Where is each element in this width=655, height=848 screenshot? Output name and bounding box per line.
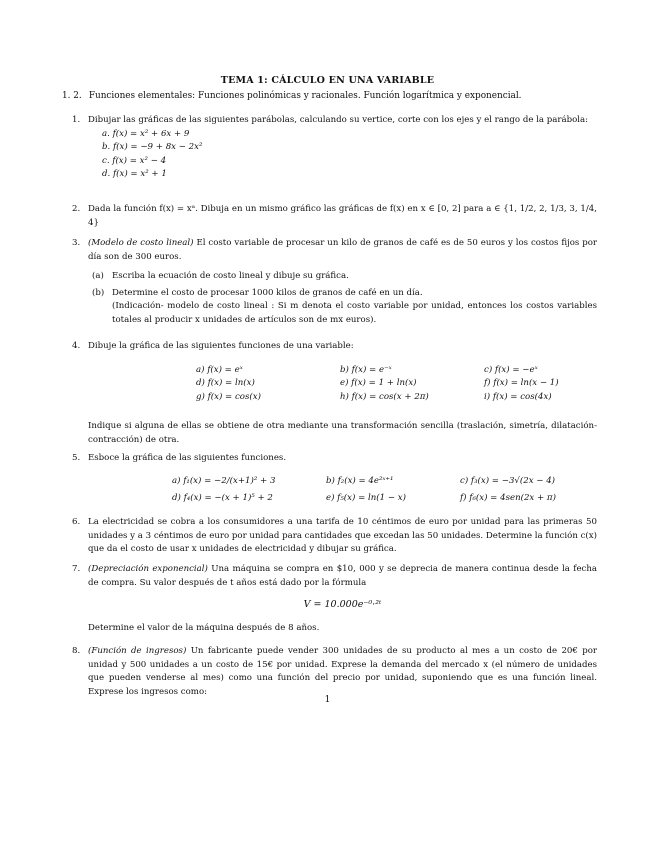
function-grid <box>172 475 592 506</box>
list-item: a. f(x) = x² + 6x + 9 <box>102 128 190 139</box>
page-title: TEMA 1: CÁLCULO EN UNA VARIABLE <box>220 75 435 86</box>
exercise-body: Una máquina se compra en $10, 000 y se deprecia de manera continua desde la fecha de compra. Su valor después de t años está dado por la fórmula <box>88 564 598 588</box>
exercise-note: Indique si alguna de ellas se obtiene de otra mediante una transformación sencilla (traslación, simetría, dilatación-contracción) de otra. <box>88 421 597 445</box>
function-item: b) f₂(x) = 4e²ˣ⁺¹ <box>326 475 394 486</box>
subsection-heading <box>62 90 602 104</box>
sub-text: Escriba la ecuación de costo lineal y dibuje su gráfica. <box>112 271 349 281</box>
depreciation-formula: V = 10.000e⁻⁰·²ᵗ <box>303 599 382 610</box>
exercise-text: Dibuje la gráfica de las siguientes funciones de una variable: <box>88 341 354 351</box>
list-item: c. f(x) = x² − 4 <box>102 155 167 166</box>
exercise-1 <box>72 114 597 182</box>
sub-label: (b) <box>92 287 105 298</box>
exercise-7 <box>72 563 597 635</box>
exercise-number: 7. <box>72 564 81 574</box>
list-item: d. f(x) = x² + 1 <box>102 169 167 179</box>
exercise-8 <box>72 645 597 699</box>
function-item: e) f₅(x) = ln(1 − x) <box>326 493 406 503</box>
list-item: b. f(x) = −9 + 8x − 2x² <box>102 142 203 152</box>
page-number: 1 <box>324 695 331 705</box>
sub-questions <box>92 270 597 327</box>
exercise-text: Dada la función f(x) = xᵃ. Dibuja en un mismo gráfico las gráficas de f(x) en x ∈ [0, 2] para a ∈ {1, 1/2, 2, 1/3, 3, 1/4, 4} <box>88 204 597 228</box>
exercise-number: 4. <box>72 341 81 351</box>
exercise-number: 8. <box>72 646 81 656</box>
sub-question-a <box>92 270 597 284</box>
exercise-text: Dibujar las gráficas de las siguientes parábolas, calculando su vertice, corte con los ejes y el rango de la parábola: <box>88 115 589 125</box>
exercise-text <box>88 563 597 590</box>
function-item: a) f(x) = eˣ <box>196 364 243 375</box>
exercise-text <box>88 237 597 264</box>
exercise-body: Un fabricante puede vender 300 unidades de su producto al mes a un costo de 20€ por unidad y 500 unidades a un costo de 15€ por unidad. Exprese la demanda del mercado x (el número de unidades que pueden venderse al mes) como una función del precio por unidad, suponiendo que es una función lineal. Exprese los ingresos como: <box>88 646 598 697</box>
exercise-note: Determine el valor de la máquina después de 8 años. <box>88 622 320 633</box>
function-item: i) f(x) = cos(4x) <box>484 391 552 402</box>
function-item: a) f₁(x) = −2/(x+1)² + 3 <box>172 475 276 486</box>
exercise-number: 5. <box>72 453 81 463</box>
exercise-body: El costo variable de procesar un kilo de granos de café es de 50 euros y los costos fijos por día son de 300 euros. <box>88 238 598 262</box>
subsection-number: 1. 2. <box>62 91 82 101</box>
exercise-text: Esboce la gráfica de las siguientes funciones. <box>88 453 287 463</box>
function-item: c) f(x) = −eˣ <box>484 364 538 375</box>
function-item: h) f(x) = cos(x + 2π) <box>340 391 429 402</box>
function-grid <box>196 364 616 405</box>
function-item: b) f(x) = e⁻ˣ <box>340 364 392 375</box>
exercise-6 <box>72 516 597 557</box>
exercise-5 <box>72 452 597 506</box>
function-item: e) f(x) = 1 + ln(x) <box>340 378 417 388</box>
sub-note: (Indicación- modelo de costo lineal : Si m denota el costo variable por unidad, entonces los costos variables totales al producir x unidades de artículos son de mx euros). <box>112 301 597 325</box>
subsection-text: Funciones elementales: Funciones polinómicas y racionales. Función logarítmica y exponencial. <box>88 91 522 101</box>
exercise-lead: (Función de ingresos) <box>88 646 187 656</box>
exercise-lead: (Modelo de costo lineal) <box>88 238 194 248</box>
function-item: f) f₆(x) = 4sen(2x + π) <box>460 493 556 503</box>
exercise-text: La electricidad se cobra a los consumidores a una tarifa de 10 céntimos de euro por unidad para las primeras 50 unidades y a 3 céntimos de euro por unidad para cantidades que excedan las 50 unidades. Determine la función c(x) que da el costo de usar x unidades de electricidad y dibujar su gráfica. <box>88 517 597 554</box>
parabola-list <box>88 128 597 182</box>
function-item: d) f₄(x) = −(x + 1)⁵ + 2 <box>172 493 273 503</box>
sub-label: (a) <box>92 271 104 281</box>
sub-question-b <box>92 287 597 328</box>
exercise-number: 6. <box>72 517 81 527</box>
exercise-number: 3. <box>72 238 81 248</box>
exercise-2 <box>72 203 597 230</box>
function-item: g) f(x) = cos(x) <box>196 391 261 402</box>
exercise-4 <box>72 340 597 447</box>
function-item: c) f₃(x) = −3√(2x − 4) <box>460 475 556 486</box>
exercise-lead: (Depreciación exponencial) <box>88 564 208 574</box>
exercise-number: 2. <box>72 204 81 214</box>
function-item: f) f(x) = ln(x − 1) <box>484 378 559 388</box>
exercise-number: 1. <box>72 115 81 125</box>
function-item: d) f(x) = ln(x) <box>196 378 255 388</box>
sub-text: Determine el costo de procesar 1000 kilos de granos de café en un día. <box>112 287 423 298</box>
exercise-text <box>88 645 597 699</box>
exercise-3 <box>72 237 597 327</box>
